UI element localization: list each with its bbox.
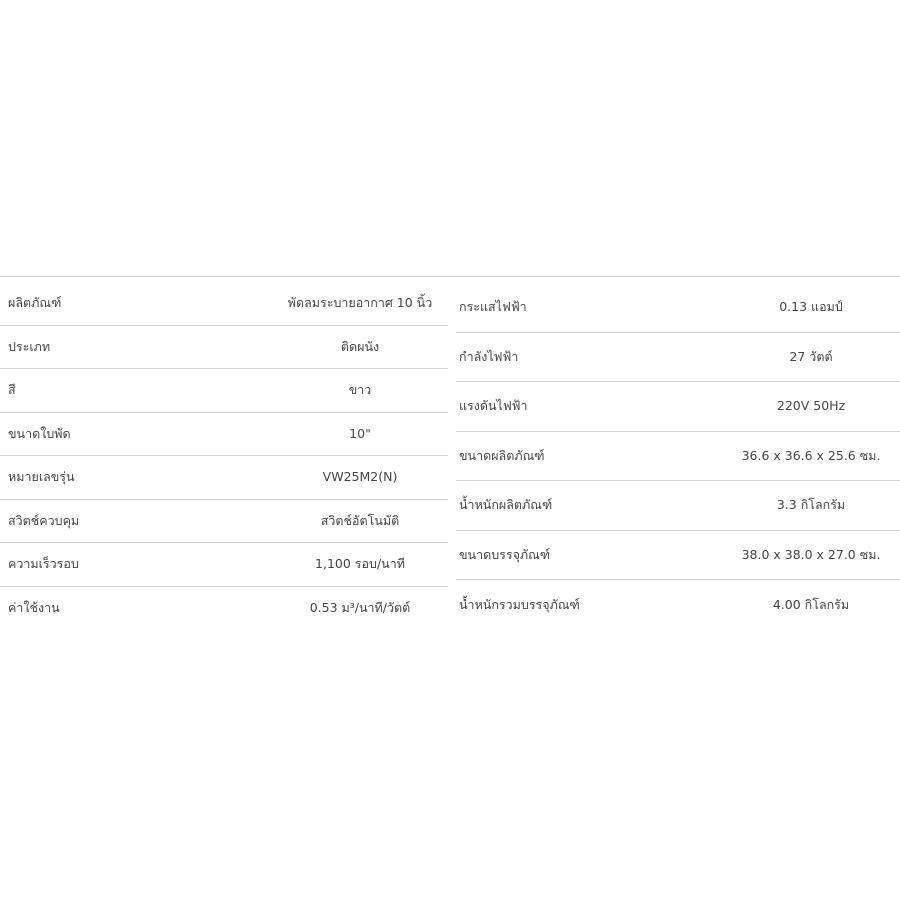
spec-label: น้ำหนักรวมบรรจุภัณฑ์: [459, 596, 580, 612]
spec-label: ขนาดผลิตภัณฑ์: [459, 447, 545, 463]
spec-row-color: [0, 369, 448, 413]
spec-value: 10": [349, 425, 371, 441]
spec-row-type: [0, 326, 448, 370]
spec-label: น้ำหนักผลิตภัณฑ์: [459, 497, 553, 512]
spec-value: 27 วัตต์: [789, 348, 833, 364]
spec-label: ขนาดบรรจุภัณฑ์: [459, 546, 551, 562]
spec-label: แรงดันไฟฟ้า: [459, 398, 528, 413]
spec-value: VW25M2(N): [322, 469, 398, 484]
spec-value: 36.6 x 36.6 x 25.6 ซม.: [741, 447, 881, 463]
spec-value: 220V 50Hz: [776, 398, 846, 413]
spec-value: สวิตช์อัตโนมัติ: [320, 512, 400, 528]
spec-label: กำลังไฟฟ้า: [459, 348, 519, 364]
spec-label: ประเภท: [8, 338, 51, 354]
spec-value: 0.53 ม³/นาที/วัตต์: [309, 600, 411, 615]
spec-row-product: [0, 282, 448, 326]
spec-value: พัดลมระบายอากาศ 10 นิ้ว: [287, 295, 433, 310]
spec-label: สี: [8, 382, 16, 397]
spec-label: หมายเลขรุ่น: [8, 469, 75, 484]
spec-row-model: [0, 456, 448, 500]
spec-value: ขาว: [348, 382, 372, 397]
spec-value: 38.0 x 38.0 x 27.0 ซม.: [741, 546, 881, 562]
spec-row-power: [456, 333, 900, 383]
spec-row-speed: [0, 543, 448, 587]
spec-label: สวิตช์ควบคุม: [8, 512, 80, 528]
spec-row-package-size: [456, 531, 900, 581]
spec-label: กระแสไฟฟ้า: [459, 299, 527, 314]
spec-row-current: [456, 283, 900, 333]
spec-row-package-weight: [456, 580, 900, 630]
spec-row-switch: [0, 500, 448, 544]
spec-table-right: [456, 283, 900, 630]
spec-label: ขนาดใบพัด: [8, 425, 71, 441]
spec-value: ติดผนัง: [340, 338, 380, 354]
spec-row-product-size: [456, 432, 900, 482]
spec-row-blade-size: [0, 413, 448, 457]
spec-label: ผลิตภัณฑ์: [8, 295, 62, 310]
spec-value: 0.13 แอมป์: [779, 299, 843, 314]
spec-label: ความเร็วรอบ: [8, 556, 79, 571]
spec-value: 3.3 กิโลกรัม: [776, 497, 846, 512]
spec-row-efficiency: [0, 587, 448, 631]
spec-row-product-weight: [456, 481, 900, 531]
spec-value: 4.00 กิโลกรัม: [772, 596, 850, 612]
table-top-divider: [0, 276, 900, 277]
spec-table-left: [0, 282, 448, 630]
spec-label: ค่าใช้งาน: [8, 600, 60, 615]
spec-value: 1,100 รอบ/นาที: [315, 556, 405, 571]
spec-row-voltage: [456, 382, 900, 432]
